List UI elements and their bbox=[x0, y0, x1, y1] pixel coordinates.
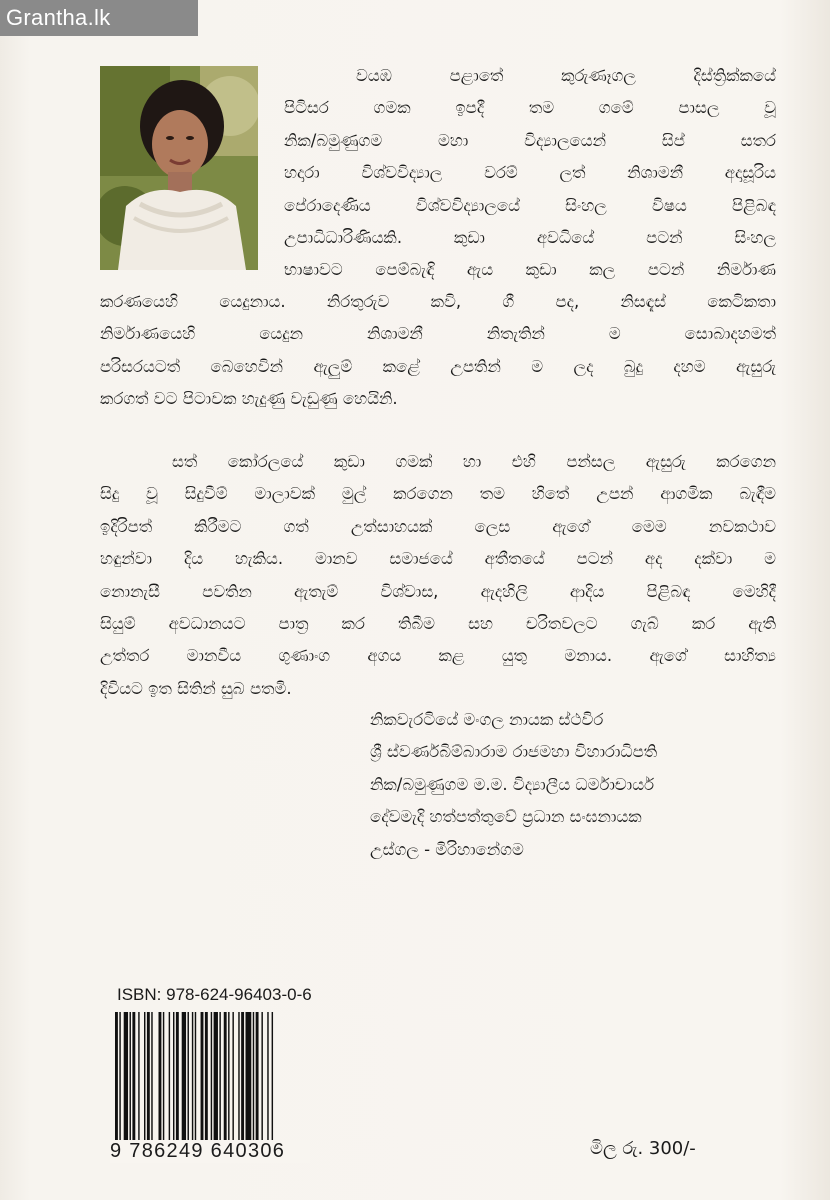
text-line: දිවියට ඉත සිතින් සුබ පතමි. bbox=[100, 678, 292, 698]
text-line: වයඹ පළාතේ කුරුණෑගල දිස්ත්‍රික්කයේ bbox=[356, 66, 776, 85]
barcode-bar bbox=[124, 1012, 128, 1146]
barcode-bar bbox=[182, 1012, 186, 1146]
text-line: උපාධිධාරිණියකි. කුඩා අවධියේ පටන් සිංහල bbox=[284, 227, 776, 247]
barcode-bar bbox=[246, 1012, 252, 1146]
barcode-bar bbox=[219, 1012, 220, 1146]
author-photo bbox=[100, 66, 258, 270]
text-line: නික/බමුණුගම මහා විද්‍යාලයෙන් සිප් සතර bbox=[284, 130, 776, 150]
text-line: හඳුන්වා දිය හැකිය. මානව සමාජයේ අතීතයේ පටන් අද දක්වා ම bbox=[100, 549, 776, 569]
barcode-bar bbox=[261, 1012, 262, 1146]
barcode-bar bbox=[232, 1012, 233, 1146]
barcode-bar bbox=[147, 1012, 150, 1146]
barcode-bar bbox=[119, 1012, 120, 1146]
barcode-bar bbox=[238, 1012, 239, 1146]
barcode-bar bbox=[169, 1012, 170, 1146]
barcode-bar bbox=[173, 1012, 174, 1146]
book-review-paragraph bbox=[100, 446, 776, 705]
barcode-bar bbox=[192, 1012, 193, 1146]
signature-line: ශ්‍රී ස්වර්ණබිම්බාරාම රාජමහා විහාරාධිපති bbox=[370, 742, 658, 762]
barcode-bar bbox=[201, 1012, 204, 1146]
text-line: හදාරා විශ්වවිද්‍යාල වරම් ලත් නිශාමනී අදාසූරිය bbox=[284, 163, 776, 183]
barcode-digits: 9 786249 640306 bbox=[110, 1140, 310, 1163]
barcode-bar bbox=[130, 1012, 131, 1146]
text-line: පරිසරයටත් බෙහෙවින් ඇලුම් කළේ උපතින් ම ලද බුදු දහම ඇසුරු bbox=[100, 356, 776, 376]
reviewer-signature-block bbox=[370, 704, 790, 866]
text-line: පිටිසර ගමක ඉපදී තම ගමේ පාසල වූ bbox=[284, 98, 776, 118]
text-line: සත් කෝරලයේ කුඩා ගමක් හා එහි පන්සල ඇසුරු කරගෙන bbox=[172, 452, 776, 471]
text-line: නොනැසී පවතින ඇතැම් විශ්වාස, ඇදහිලි ආදිය පිළිබඳ මෙහිදී bbox=[100, 581, 776, 601]
signature-line: නික/බමුණුගම ම.ම. විද්‍යාලීය ධර්මාචාර්ය bbox=[370, 774, 655, 794]
text-line: පේරාදෙණිය විශ්වවිද්‍යාලයේ සිංහල විෂය පිළිබඳ bbox=[284, 195, 776, 215]
barcode-bar bbox=[267, 1012, 268, 1146]
barcode-bar bbox=[253, 1012, 254, 1146]
barcode-bar bbox=[138, 1012, 139, 1146]
barcode-bar bbox=[195, 1012, 196, 1146]
barcode-bar bbox=[115, 1012, 118, 1146]
barcode-bar bbox=[228, 1012, 229, 1146]
barcode-bar bbox=[214, 1012, 218, 1146]
author-bio-beside-photo bbox=[284, 60, 776, 287]
barcode-bar bbox=[132, 1012, 135, 1146]
barcode-bar bbox=[211, 1012, 212, 1146]
barcode-bar bbox=[272, 1012, 273, 1146]
text-line: සියුම් අවධානයට පාත්‍ර කර තිබීම සහ චරිතවලට ගැබ් කර ඇති bbox=[100, 613, 776, 633]
barcode-bar bbox=[151, 1012, 152, 1146]
text-line: භාෂාවට පෙම්බැඳි ඇය කුඩා කල පටන් නිර්මාණ bbox=[284, 260, 776, 280]
text-line: සිදු වූ සිදුවීම් මාලාවක් මුල් කරගෙන තම හිතේ උපන් ආගමික බැඳීම bbox=[100, 484, 776, 504]
signature-line: උස්ගල - මිරිහානේගම bbox=[370, 839, 524, 859]
barcode-bar bbox=[205, 1012, 208, 1146]
isbn-label: ISBN: 978-624-96403-0-6 bbox=[117, 985, 312, 1004]
barcode-bar bbox=[241, 1012, 244, 1146]
text-line: කරගත් වට පිටාවක හැදුණු වැඩුණු හෙයිනි. bbox=[100, 389, 398, 409]
text-line: උත්තර මානවීය ගුණාංග අගය කළ යුතු මනාය. ඇගේ සාහිත්‍ය bbox=[100, 646, 776, 666]
barcode-bar bbox=[159, 1012, 162, 1146]
barcode bbox=[113, 1012, 309, 1146]
author-bio-full-width bbox=[100, 286, 776, 416]
site-watermark: Grantha.lk bbox=[0, 0, 198, 36]
text-line: නිර්මාණයෙහි යෙදුන නිශාමනී නිතැතින් ම සොබාදහමත් bbox=[100, 324, 776, 344]
barcode-bar bbox=[224, 1012, 227, 1146]
barcode-bar bbox=[144, 1012, 145, 1146]
barcode-bar bbox=[163, 1012, 164, 1146]
signature-line: නිකවැරටියේ මංගල නායක ස්ථවිර bbox=[370, 710, 604, 729]
barcode-bar bbox=[176, 1012, 179, 1146]
text-line: කරණයෙහි යෙදුනාය. නිරතුරුව කවි, ගී පද, නිසඳැස් කෙටිකතා bbox=[100, 292, 776, 311]
barcode-bar bbox=[188, 1012, 189, 1146]
text-line: ඉදිරිපත් කිරීමට ගත් උත්සාහයක් ලෙස ඇගේ මෙම නවකථාව bbox=[100, 516, 776, 536]
price-label: මිල රු. 300/- bbox=[590, 1138, 696, 1159]
barcode-bar bbox=[256, 1012, 259, 1146]
signature-line: දේවමැදි හත්පත්තුවේ ප්‍රධාන සංඝනායක bbox=[370, 807, 642, 827]
